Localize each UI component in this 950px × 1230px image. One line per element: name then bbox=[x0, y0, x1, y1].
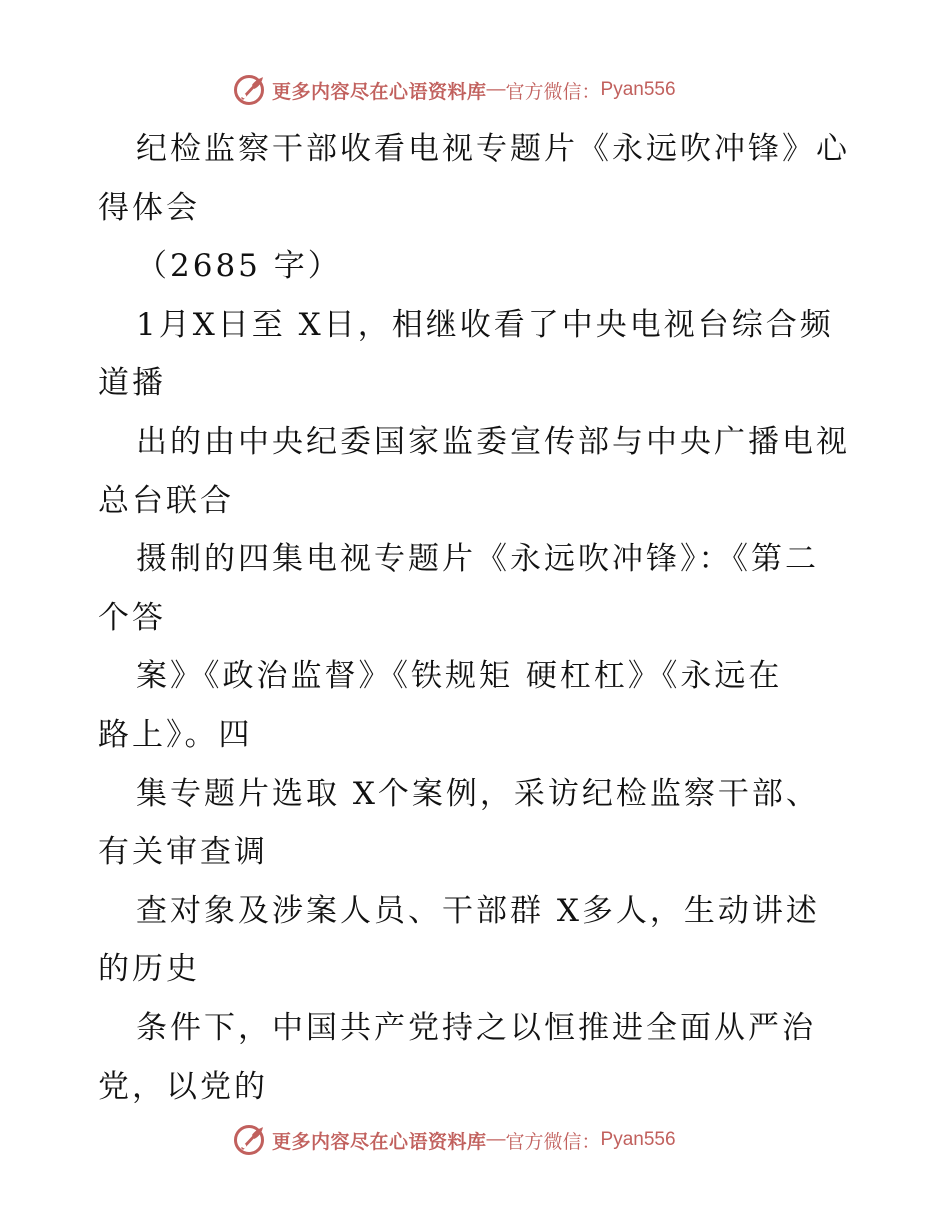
feather-pen-logo-icon bbox=[232, 1123, 266, 1157]
banner-wechat-id: Pyan556 bbox=[600, 1129, 676, 1150]
banner-separator: — bbox=[486, 1129, 506, 1150]
doc-line: 有关审查调 bbox=[98, 834, 268, 871]
doc-line: 的历史 bbox=[98, 951, 200, 988]
doc-line: 条件下，中国共产党持之以恒推进全面从严治 bbox=[136, 1009, 816, 1046]
doc-line: 查对象及涉案人员、干部群 X多人，生动讲述 bbox=[136, 892, 820, 929]
doc-line: 摄制的四集电视专题片《永远吹冲锋》：《第二 bbox=[136, 541, 819, 578]
doc-title-line-1: 纪检监察干部收看电视专题片《永远吹冲锋》心 bbox=[136, 131, 850, 167]
doc-line: 出的由中央纪委国家监委宣传部与中央广播电视 bbox=[136, 423, 850, 460]
banner-wechat-id: Pyan556 bbox=[600, 79, 676, 100]
banner-main-text: 更多内容尽在心语资料库 bbox=[272, 80, 487, 103]
doc-line: 党，以党的 bbox=[98, 1068, 268, 1105]
word-count: （2685 字） bbox=[136, 248, 342, 285]
doc-line: 个答 bbox=[98, 599, 166, 636]
doc-line: 路上》。四 bbox=[98, 716, 253, 753]
banner-wechat-label: 官方微信： bbox=[505, 80, 601, 103]
doc-line: 总台联合 bbox=[98, 482, 234, 519]
banner-separator: — bbox=[486, 79, 506, 100]
doc-line: 案》《政治监督》《铁规矩 硬杠杠》《永远在 bbox=[136, 658, 783, 695]
banner-main-text: 更多内容尽在心语资料库 bbox=[272, 1130, 487, 1153]
header-banner bbox=[232, 70, 676, 110]
banner-wechat-label: 官方微信： bbox=[505, 1130, 601, 1153]
doc-line: 集专题片选取 X个案例，采访纪检监察干部、 bbox=[136, 775, 820, 812]
doc-title-line-2: 得体会 bbox=[98, 189, 200, 226]
footer-banner bbox=[232, 1120, 676, 1160]
doc-line: 道播 bbox=[98, 365, 166, 402]
feather-pen-logo-icon bbox=[232, 73, 266, 107]
document-body bbox=[98, 120, 868, 1116]
doc-line: 1月X日至 X日，相继收看了中央电视台综合频 bbox=[136, 306, 834, 343]
